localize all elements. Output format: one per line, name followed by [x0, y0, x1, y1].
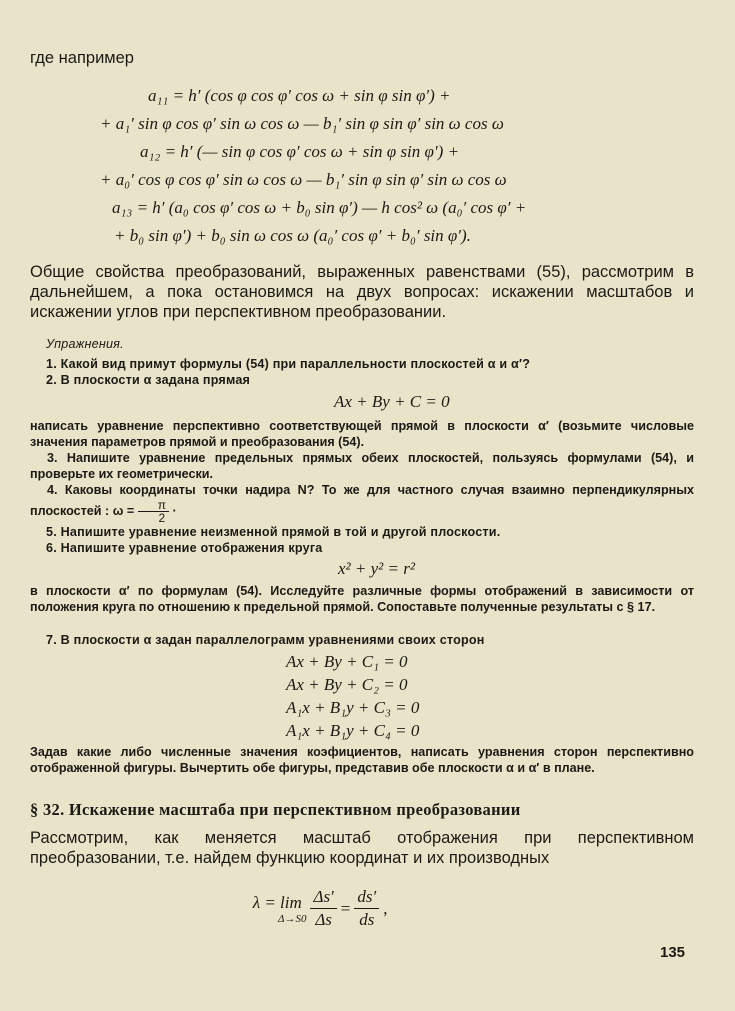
limit-text: λ = lim [252, 892, 302, 912]
exercise-3: 3. Напишите уравнение предельных прямых обеих плоскостей, пользуясь формулами (54), и проверьте их геометрически. [30, 451, 694, 481]
fraction-derivative [354, 886, 379, 931]
formula-a11-line2: + a₁′ sin φ cos φ′ sin ω cos ω — b₁′ sin φ sin φ′ sin ω cos ω [100, 114, 504, 133]
intro-text: где например [30, 49, 134, 67]
equals-sign: = [340, 898, 351, 918]
equation-side-2: Ax + By + C₂ = 0 [286, 675, 408, 694]
fraction-delta-den: Δs [315, 910, 332, 929]
section-title: § 32. Искажение масштаба при перспективном преобразовании [30, 800, 521, 819]
exercise-1: 1. Какой вид примут формулы (54) при параллельности плоскостей α и α′? [46, 357, 531, 371]
fraction-derivative-num: ds′ [354, 886, 379, 909]
exercise-4 [30, 483, 694, 524]
equation-circle: x² + y² = r² [338, 559, 415, 578]
equation-side-4: A₁x + B₁y + C₄ = 0 [286, 721, 420, 740]
formula-a13-line1: a₁₃ = h′ (a₀ cos φ′ cos ω + b₀ sin φ′) — h cos² ω (a₀′ cos φ′ + [112, 198, 527, 217]
formula-a13-line2: + b₀ sin φ′) + b₀ sin ω cos ω (a₀′ cos φ′ + b₀′ sin φ′). [114, 226, 471, 245]
fraction-derivative-den: ds [359, 910, 375, 929]
lambda-formula [248, 886, 387, 931]
page-number: 135 [660, 944, 686, 961]
equation-side-1: Ax + By + C₁ = 0 [286, 652, 408, 671]
exercises-heading: Упражнения. [46, 337, 124, 351]
exercise-6: 6. Напишите уравнение отображения круга [46, 541, 323, 555]
fraction-delta [310, 886, 336, 931]
equation-side-3: A₁x + B₁y + C₃ = 0 [286, 698, 420, 717]
limit-subscript: Δ→S0 [278, 912, 307, 925]
fraction-delta-num: Δs′ [310, 886, 336, 909]
exercise-4-text: 4. Каковы координаты точки надира N? То же для частного случая взаимно перпендикулярных плоскостей : ω = [30, 483, 694, 518]
exercise-7-continuation: Задав какие либо численные значения коэфициентов, написать уравнения сторон перспективно отображенной фигуры. Вычертить обе фигуры, представив обе плоскости α и α′ в плане. [30, 745, 694, 775]
exercise-6-continuation: в плоскости α′ по формулам (54). Исследуйте различные формы отображений в зависимости от положения круга по отношению к предельной прямой. Сопоставьте полученные результаты с § 17. [30, 584, 694, 614]
paragraph-scale-distortion: Рассмотрим, как меняется масштаб отображения при перспективном преобразовании, т.е. найдем функцию координат и их производных [30, 829, 694, 867]
exercise-2-continuation: написать уравнение перспективно соответствующей прямой в плоскости α′ (возьмите числовые значения параметров прямой и преобразования (54). [30, 419, 694, 449]
exercise-7: 7. В плоскости α задан параллелограмм уравнениями своих сторон [46, 633, 485, 647]
exercise-5: 5. Напишите уравнение неизменной прямой в той и другой плоскости. [46, 525, 501, 539]
fraction-denominator: 2 [158, 510, 166, 525]
formula-comma: , [383, 898, 388, 918]
fraction-numerator: π [138, 499, 169, 512]
exercise-2: 2. В плоскости α задана прямая [46, 373, 251, 387]
fraction-pi-over-2 [138, 499, 169, 524]
equation-line: Ax + By + C = 0 [334, 392, 450, 411]
paragraph-general-properties: Общие свойства преобразований, выраженных равенствами (55), рассмотрим в дальнейшем, а пока остановимся на двух вопросах: искажении масштабов и искажении углов при перспективном преобразовании. [30, 263, 694, 321]
formula-a12-line1: a₁₂ = h′ (— sin φ cos φ′ cos ω + sin φ sin φ′) + [140, 142, 460, 161]
limit-expression [248, 893, 306, 925]
exercise-4-end: · [172, 503, 177, 518]
formula-a11-line1: a₁₁ = h′ (cos φ cos φ′ cos ω + sin φ sin φ′) + [148, 86, 451, 105]
formula-a12-line2: + a₀′ cos φ cos φ′ sin ω cos ω — b₁′ sin φ sin φ′ sin ω cos ω [100, 170, 507, 189]
